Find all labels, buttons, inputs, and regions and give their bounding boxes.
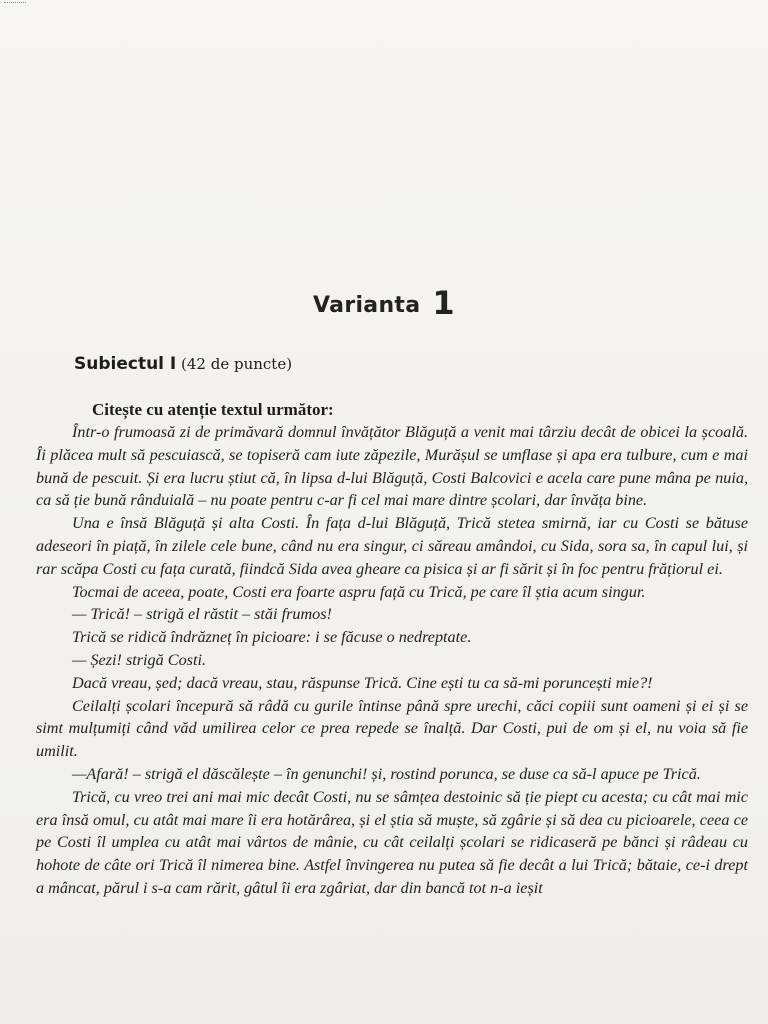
paragraph: Trică se ridică îndrăzneț în picioare: i se făcuse o nedreptate. — [72, 628, 472, 647]
title-number: 1 — [432, 284, 455, 322]
paragraph: Tocmai de aceea, poate, Costi era foarte aspru față cu Trică, pe care îl știa acum singur. — [72, 582, 646, 601]
paragraph: Una e însă Blăguță și alta Costi. În fața d-lui Blăguță, Trică stetea smirnă, iar cu Costi se bătuse adeseori în piață, în zilele cele bune, când nu era singur, ci săreau amândoi, cu Sida, sora sa, în capul lui, și rar scăpa Costi cu fața curată, fiindcă Sida avea gheare ca pisica și ar fi sărit și în foc pentru frățiorul ei. — [36, 514, 748, 578]
scan-artifact — [4, 2, 26, 7]
paragraph: — Șezi! strigă Costi. — [72, 650, 207, 669]
subject-points: (42 de puncte) — [181, 355, 293, 373]
reading-text — [36, 421, 748, 900]
page-title — [0, 284, 768, 322]
paragraph: Într-o frumoasă zi de primăvară domnul învățător Blăguță a venit mai târziu decât de obicei la școală. Îi plăcea mult să pescuiască, se topiseră cam iute zăpezile, Murășul se umflase și apa era tulbure, cum e mai bună de pescuit. Și era lucru știut că, în lipsa d-lui Blăguță, Costi Balcovici e acela care pune mâna pe nuia, ca să ție bună rânduială – nu poate pentru c-ar fi cel mai mare dintre școlari, dar învăța bine. — [36, 423, 748, 510]
subject-heading — [74, 354, 292, 374]
paragraph: —Afară! – strigă el dăscălește – în genunchi! și, rostind porunca, se duse ca să-l apuce pe Trică. — [72, 764, 701, 783]
paragraph: Trică, cu vreo trei ani mai mic decât Costi, nu se sâmțea destoinic să ție piept cu acesta; cu cât mai mic era însă omul, cu atât mai mare îi era hotărârea, și el știa să muște, să zgârie și să dea cu picioarele, ceea ce pe Costi îl umplea cu atât mai vârtos de mânie, cu cât ceilalți școlari se ridicaseră pe bănci și râdeau cu hohote de câte ori Trică îl nimerea bine. Astfel învingerea nu putea să fie decât a lui Trică; bătaie, ce-i drept a mâncat, părul i s-a cam rărit, gâtul îi era zgâriat, dar din bancă tot n-a ieșit — [36, 787, 748, 897]
paragraph: Ceilalți școlari începură să râdă cu gurile întinse până spre urechi, căci copiii sunt oameni și ei și se simt mulțumiți când văd umilirea celor ce prea repede se înalță. Dar Costi, pui de om și el, nu voia să fie umilit. — [36, 696, 748, 761]
paragraph: — Trică! – strigă el răstit – stăi frumos! — [72, 605, 332, 624]
reading-instruction: Citește cu atenție textul următor: — [92, 400, 334, 419]
subject-label: Subiectul I — [74, 354, 177, 374]
title-label: Varianta — [313, 293, 421, 318]
paragraph: Dacă vreau, șed; dacă vreau, stau, răspunse Trică. Cine ești tu ca să-mi poruncești mie?! — [72, 673, 653, 692]
